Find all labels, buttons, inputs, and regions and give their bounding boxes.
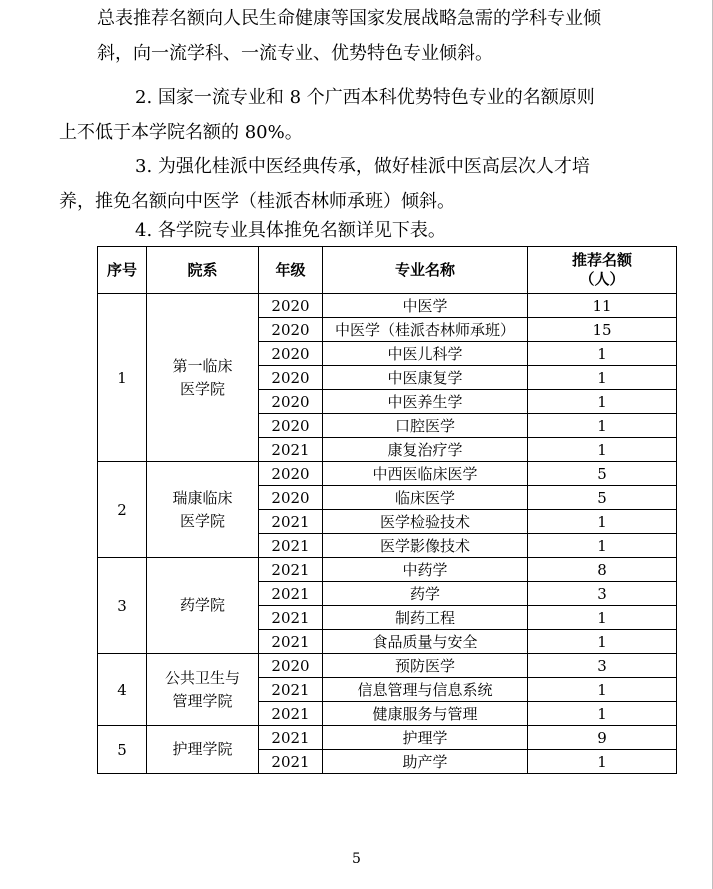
cell-quota: 9 (528, 726, 677, 750)
cell-quota: 1 (528, 366, 677, 390)
paragraph-3-line-1: 3. 为强化桂派中医经典传承，做好桂派中医高层次人才培 (135, 156, 590, 177)
cell-grade: 2021 (259, 606, 323, 630)
quota-table (97, 246, 677, 774)
cell-grade: 2020 (259, 414, 323, 438)
cell-grade: 2021 (259, 678, 323, 702)
header-quota-line-1: 推荐名额 (571, 251, 632, 269)
cell-quota: 1 (528, 534, 677, 558)
cell-seq: 1 (98, 294, 147, 462)
cell-quota: 5 (528, 486, 677, 510)
cell-quota: 1 (528, 606, 677, 630)
cell-college-line-1: 公共卫生与 (164, 668, 240, 687)
cell-quota: 1 (528, 678, 677, 702)
cell-quota: 1 (528, 702, 677, 726)
cell-grade: 2021 (259, 750, 323, 774)
header-grade: 年级 (259, 247, 323, 294)
cell-college (147, 726, 259, 774)
cell-seq: 5 (98, 726, 147, 774)
header-quota-line-2: （人） (579, 270, 625, 288)
cell-college-line-2: 医学院 (179, 511, 225, 530)
paragraph-2 (59, 81, 677, 150)
cell-grade: 2020 (259, 654, 323, 678)
cell-major: 助产学 (323, 750, 528, 774)
cell-college-line-1: 护理学院 (172, 740, 233, 758)
paragraph-4 (97, 214, 677, 249)
cell-quota: 1 (528, 438, 677, 462)
table-row (98, 558, 677, 582)
cell-college-line-1: 第一临床 (172, 356, 233, 375)
table-header-row (98, 247, 677, 294)
cell-major: 信息管理与信息系统 (323, 678, 528, 702)
paragraph-3-line-2: 养，推免名额向中医学（桂派杏林师承班）倾斜。 (59, 190, 455, 212)
cell-grade: 2020 (259, 486, 323, 510)
cell-quota: 1 (528, 390, 677, 414)
table-row (98, 654, 677, 678)
paragraph-2-line-1: 2. 国家一流专业和 8 个广西本科优势特色专业的名额原则 (135, 87, 595, 108)
cell-grade: 2020 (259, 462, 323, 486)
cell-college-line-1: 药学院 (179, 596, 225, 614)
table-body (98, 294, 677, 774)
cell-major: 健康服务与管理 (323, 702, 528, 726)
paragraph-1 (97, 2, 677, 71)
cell-seq: 4 (98, 654, 147, 726)
cell-grade: 2021 (259, 558, 323, 582)
cell-grade: 2020 (259, 366, 323, 390)
table-row (98, 726, 677, 750)
cell-major: 中医康复学 (323, 366, 528, 390)
cell-major: 预防医学 (323, 654, 528, 678)
cell-college (147, 462, 259, 558)
table-row (98, 462, 677, 486)
cell-major: 中医学（桂派杏林师承班） (323, 318, 528, 342)
header-quota (528, 247, 677, 294)
paragraph-3 (59, 150, 677, 219)
cell-grade: 2021 (259, 702, 323, 726)
paragraph-4-line-1: 4. 各学院专业具体推免名额详见下表。 (135, 220, 446, 241)
cell-grade: 2020 (259, 342, 323, 366)
cell-grade: 2020 (259, 318, 323, 342)
cell-grade: 2021 (259, 630, 323, 654)
page-number: 5 (352, 851, 361, 867)
cell-quota: 5 (528, 462, 677, 486)
cell-college-line-1: 瑞康临床 (172, 488, 233, 507)
cell-grade: 2020 (259, 294, 323, 318)
cell-major: 口腔医学 (323, 414, 528, 438)
cell-major: 中医学 (323, 294, 528, 318)
cell-quota: 3 (528, 582, 677, 606)
cell-quota: 1 (528, 414, 677, 438)
cell-quota: 1 (528, 342, 677, 366)
cell-grade: 2020 (259, 390, 323, 414)
header-major: 专业名称 (323, 247, 528, 294)
cell-quota: 1 (528, 750, 677, 774)
cell-grade: 2021 (259, 534, 323, 558)
cell-major: 医学影像技术 (323, 534, 528, 558)
cell-major: 医学检验技术 (323, 510, 528, 534)
table-row (98, 294, 677, 318)
cell-quota: 3 (528, 654, 677, 678)
cell-major: 药学 (323, 582, 528, 606)
paragraph-2-line-2: 上不低于本学院名额的 80%。 (59, 121, 303, 143)
cell-college (147, 654, 259, 726)
header-college: 院系 (147, 247, 259, 294)
cell-quota: 15 (528, 318, 677, 342)
cell-college (147, 294, 259, 462)
header-seq: 序号 (98, 247, 147, 294)
cell-grade: 2021 (259, 438, 323, 462)
cell-grade: 2021 (259, 582, 323, 606)
cell-grade: 2021 (259, 726, 323, 750)
cell-major: 护理学 (323, 726, 528, 750)
cell-major: 中药学 (323, 558, 528, 582)
cell-grade: 2021 (259, 510, 323, 534)
cell-college-line-2: 医学院 (179, 379, 225, 398)
cell-quota: 8 (528, 558, 677, 582)
cell-seq: 3 (98, 558, 147, 654)
cell-major: 食品质量与安全 (323, 630, 528, 654)
cell-major: 中医儿科学 (323, 342, 528, 366)
cell-major: 制药工程 (323, 606, 528, 630)
paragraph-1-line-2: 斜，向一流学科、一流专业、优势特色专业倾斜。 (97, 42, 493, 64)
cell-seq: 2 (98, 462, 147, 558)
cell-college (147, 558, 259, 654)
paragraph-1-line-1: 总表推荐名额向人民生命健康等国家发展战略急需的学科专业倾 (97, 8, 601, 29)
cell-major: 临床医学 (323, 486, 528, 510)
cell-major: 中西医临床医学 (323, 462, 528, 486)
cell-quota: 1 (528, 630, 677, 654)
cell-major: 中医养生学 (323, 390, 528, 414)
cell-quota: 11 (528, 294, 677, 318)
cell-major: 康复治疗学 (323, 438, 528, 462)
cell-quota: 1 (528, 510, 677, 534)
cell-college-line-2: 管理学院 (172, 691, 233, 710)
